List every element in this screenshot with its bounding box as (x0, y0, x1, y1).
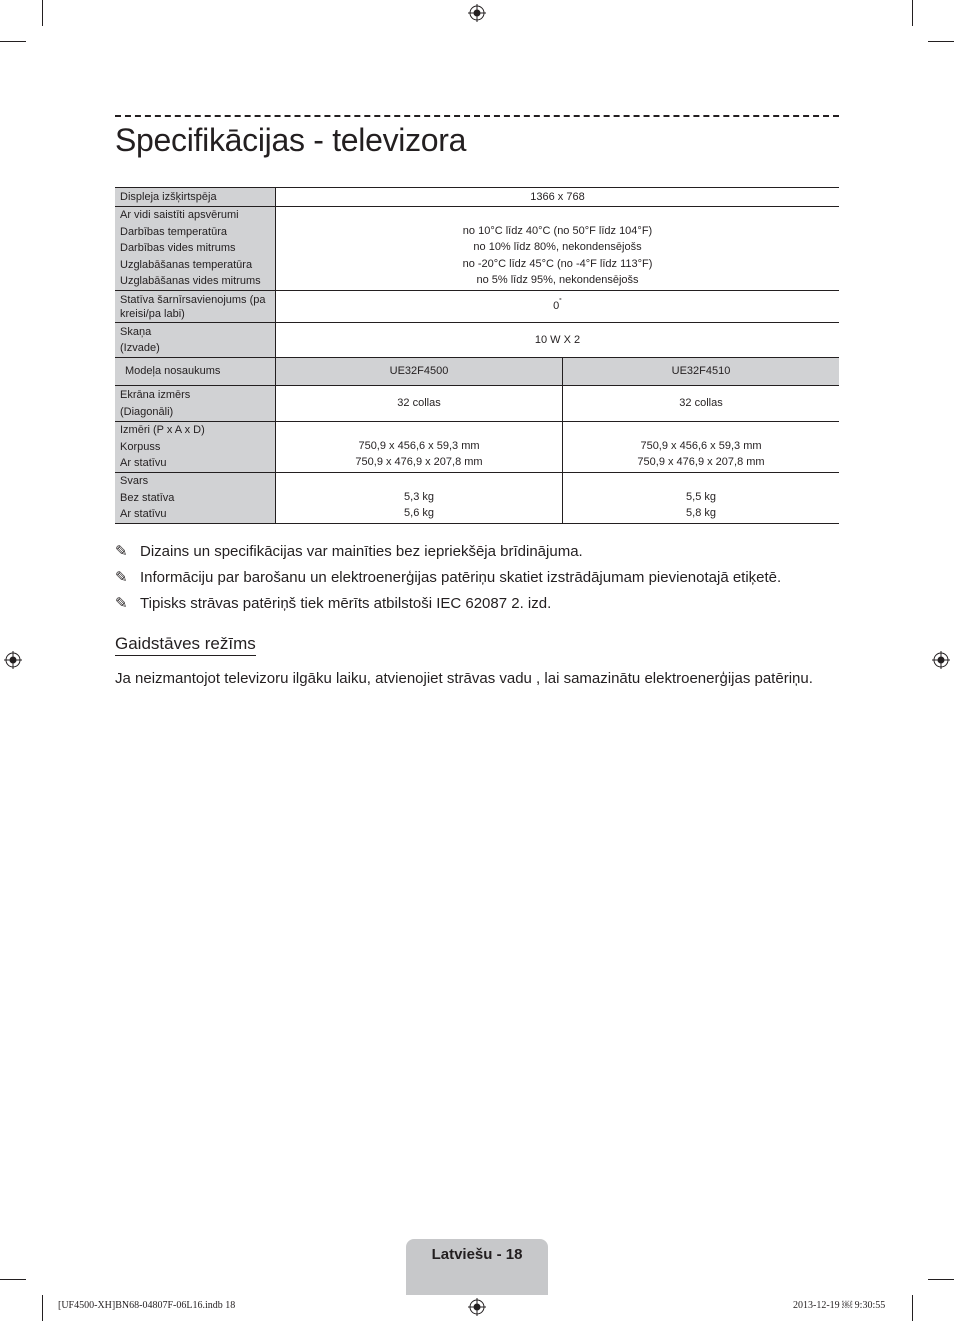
row-label (115, 207, 276, 291)
model-header-row (115, 358, 839, 386)
label-line: Uzglabāšanas temperatūra (120, 258, 253, 271)
row-value (276, 188, 840, 207)
degree-symbol: ˚ (559, 297, 562, 307)
print-imprint-file: [UF4500-XH]BN68-04807F-06L16.indb 18 (58, 1300, 236, 1311)
row-value (276, 207, 840, 291)
value-line: no 10% līdz 80%, nekondensējošs (473, 241, 642, 253)
pencil-icon: ✎ (115, 595, 128, 612)
note-text: Dizains un specifikācijas var mainīties bez iepriekšēja brīdinājuma. (140, 543, 583, 560)
label-line: Ar vidi saistīti apsvērumi (120, 209, 239, 222)
section-body: Ja neizmantojot televizoru ilgāku laiku, atvienojiet strāvas vadu , lai samazinātu elektroenerģijas patēriņu. (115, 670, 813, 687)
table-row (115, 188, 839, 207)
label-line: Ar statīvu (120, 457, 167, 470)
spec-table (115, 187, 839, 524)
crop-mark (0, 41, 26, 42)
label-line: Statīva šarnīrsavienojums (pa (120, 293, 266, 306)
value-line: no 10°C līdz 40°C (no 50°F līdz 104°F) (462, 224, 653, 237)
label-line: Ekrāna izmērs (120, 389, 191, 401)
note-text: Tipisks strāvas patēriņš tiek mērīts atbilstoši IEC 62087 2. izd. (140, 595, 552, 612)
label-line: Korpuss (120, 440, 161, 453)
label-line: (Diagonāli) (120, 405, 174, 418)
label-line: Displeja izšķirtspēja (120, 190, 217, 203)
table-row (115, 323, 839, 358)
pencil-icon: ✎ (115, 543, 128, 560)
row-label (115, 323, 276, 358)
value-line: 0 (553, 300, 560, 313)
registration-mark-icon (932, 651, 950, 669)
row-label (115, 291, 276, 323)
row-label (115, 386, 276, 422)
row-value (563, 473, 840, 524)
row-label (115, 422, 276, 473)
crop-mark (912, 1295, 913, 1321)
value-line: 5,3 kg (404, 490, 434, 503)
pencil-icon: ✎ (115, 569, 128, 586)
model-name: UE32F4510 (563, 358, 840, 386)
value-line: 750,9 x 456,6 x 59,3 mm (358, 439, 480, 452)
row-label (115, 473, 276, 524)
crop-mark (912, 0, 913, 26)
label-line: Uzglabāšanas vides mitrums (120, 275, 261, 288)
row-value (563, 422, 840, 473)
crop-mark (42, 0, 43, 26)
label-line: Izmēri (P x A x D) (120, 424, 205, 437)
table-row (115, 386, 839, 422)
registration-mark-icon (4, 651, 22, 669)
crop-mark (0, 1279, 26, 1280)
section-heading: Gaidstāves režīms (115, 633, 256, 656)
notes-list (115, 539, 855, 617)
label-line: Skaņa (120, 325, 152, 338)
crop-mark (928, 1279, 954, 1280)
table-row (115, 291, 839, 323)
row-value (276, 473, 563, 524)
table-row (115, 473, 839, 524)
table-row (115, 207, 839, 291)
row-value (276, 386, 563, 422)
note-item (115, 565, 855, 591)
row-value (563, 386, 840, 422)
label-line: (Izvade) (120, 342, 160, 354)
label-line: Darbības temperatūra (120, 225, 227, 238)
value-line: no 5% līdz 95%, nekondensējošs (476, 274, 639, 286)
label-line: Bez statīva (120, 491, 175, 504)
note-item (115, 539, 855, 565)
page-number: Latviešu - 18 (431, 1246, 523, 1263)
crop-mark (928, 41, 954, 42)
table-row (115, 422, 839, 473)
value-line: 5,6 kg (404, 507, 434, 519)
value-line: 10 W X 2 (534, 333, 581, 346)
label-line: Ar statīvu (120, 508, 167, 521)
label-line: kreisi/pa labi) (120, 307, 185, 320)
print-imprint-timestamp: 2013-12-19 ￼ 9:30:55 (793, 1300, 886, 1311)
title-divider (115, 115, 839, 117)
row-label: Modeļa nosaukums (115, 358, 276, 386)
crop-mark (42, 1295, 43, 1321)
page-title: Specifikācijas - televizora (115, 122, 467, 158)
label-line: Darbības vides mitrums (120, 242, 236, 255)
registration-mark-icon (468, 4, 486, 22)
value-line: 1366 x 768 (530, 190, 585, 203)
value-line: 750,9 x 476,9 x 207,8 mm (637, 456, 765, 468)
label-line: Svars (120, 475, 149, 488)
value-line: 32 collas (679, 397, 723, 410)
registration-mark-icon (468, 1298, 486, 1316)
note-item (115, 591, 855, 617)
value-line: 750,9 x 476,9 x 207,8 mm (355, 456, 483, 468)
row-value (276, 323, 840, 358)
value-line: 5,5 kg (686, 490, 716, 503)
row-value (276, 291, 840, 323)
row-label (115, 188, 276, 207)
row-value (276, 422, 563, 473)
note-text: Informāciju par barošanu un elektroenerģijas patēriņu skatiet izstrādājumam pievienotajā etiķetē. (140, 569, 782, 586)
model-name: UE32F4500 (276, 358, 563, 386)
value-line: no -20°C līdz 45°C (no -4°F līdz 113°F) (462, 257, 653, 270)
value-line: 32 collas (397, 397, 441, 410)
value-line: 750,9 x 456,6 x 59,3 mm (640, 439, 762, 452)
value-line: 5,8 kg (686, 507, 716, 519)
